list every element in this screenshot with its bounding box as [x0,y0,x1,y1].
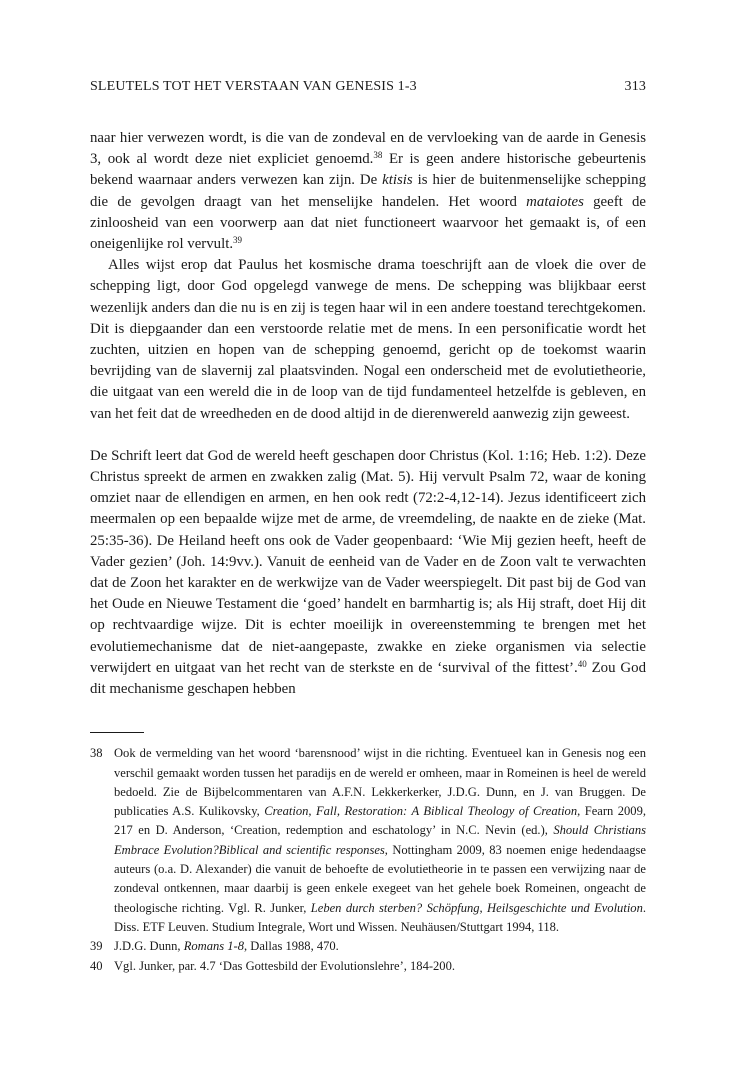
text-run: Vgl. Junker, par. 4.7 ‘Das Gottesbild der Evolutionslehre’, 184-200. [114,958,455,973]
italic-text: Leben durch sterben? Schöpfung, Heilsgeschichte und Evolution [310,900,643,915]
body-text [90,128,646,700]
text-run: Er is geen andere historische gebeurtenis bekend waarnaar anders verwezen kan zijn. De [90,151,647,189]
footnote [90,937,646,956]
footnote-number: 39 [90,939,103,954]
book-page [90,78,646,976]
footnote-number: 40 [90,958,103,973]
footnote-text [114,937,646,956]
running-head [90,78,646,96]
italic-text: Romans 1-8 [183,939,245,954]
footnote-ref: 38 [373,150,383,161]
text-run: . Diss. ETF Leuven. Studium Integrale, Wort und Wissen. Neuhäusen/Stuttgart 1994, 118. [114,900,646,934]
footnote-ref: 39 [233,235,243,246]
footnotes [90,744,646,976]
text-run: is hier de buitenmenselijke schepping die de gevolgen draagt van het menselijke handelen. Het woord [90,172,646,210]
italic-text: Creation, Fall, Restoration: A Biblical Theology of Creation [264,804,578,819]
italic-text: mataiotes [526,193,584,210]
text-run: Alles wijst erop dat Paulus het kosmische drama toeschrijft aan de vloek die over de schepping ligt, door God opgelegd vanwege de mens. De schepping was blijkbaar eerst wezenlijk anders dan die nu is en zij is tegen haar wil in een andere toestand terechtgekomen. Dit is diepgaander dan een verstoorde relatie met de mens. In een personificatie wordt het zuchten, uitzien en hopen van de schepping genoemd, gericht op de toekomst waarin bevrijding van de slavernij zal plaatsvinden. Nogal een onderscheid met de evolutietheorie, die uitgaat van een wereld die in de loop van de tijd fundamenteel hetzelfde is gebleven, en van het feit dat de wreedheden en de dood altijd in de dierenwereld aanwezig zijn geweest. [90,257,646,422]
footnote [90,957,646,976]
paragraph [90,128,646,255]
text-run: , Dallas 1988, 470. [244,939,339,954]
running-head-title: SLEUTELS TOT HET VERSTAAN VAN GENESIS 1-3 [90,79,417,94]
text-run: De Schrift leert dat God de wereld heeft geschapen door Christus (Kol. 1:16; Heb. 1:2). Deze Christus spreekt de armen en zwakken zalig (Mat. 5). Hij vervult Psalm 72, waar de koning omziet naar de ellendigen en armen, en hen ook redt (72:2-4,12-14). Jezus identificeert zich meermalen op een bepaalde wijze met de arme, de vreemdeling, de naakte en de zieke (Mat. 25:35-36). De Heiland heeft ons ook de Vader geopenbaard: ‘Wie Mij gezien heeft, heeft de Vader gezien’ (Joh. 14:9vv.). Vanuit de eenheid van de Vader en de Zoon valt te verwachten dat de Zoon het karakter en de werkwijze van de Vader weerspiegelt. Dit past bij de God van het Oude en Nieuwe Testament die ‘goed’ handelt en barmhartig is; als Hij straft, doet Hij dit op rechtvaardige wijze. Dit is echter moeilijk in overeenstemming te brengen met het evolutiemechanisme dat de niet-aangepaste, zwakke en zieke organismen via selectie verwijdert en uitgaat van het recht van de sterkste en de ‘survival of the fittest’. [90,447,646,676]
text-run: Ook de vermelding van het woord ‘barensnood’ wijst in die richting. Eventueel kan in Genesis nog een verschil gemaakt worden tussen het paradijs en de wereld er omheen, maar in Romeinen is heel de wereld bedoeld. Zie de Bijbelcommentaren van A.F.N. Lekkerkerker, J.D.G. Dunn, en J. van Bruggen. De publicaties A.S. Kulikovsky, [114,746,646,819]
paragraph [90,255,646,425]
footnote-text [114,744,646,937]
text-run: naar hier verwezen wordt, is die van de zondeval en de vervloeking van de aarde in Genesis 3, ook al wordt deze niet expliciet genoemd. [90,130,646,168]
footnote-number: 38 [90,746,103,761]
footnote-text [114,957,646,976]
paragraph [90,446,646,700]
italic-text: ktisis [382,172,413,189]
footnote-ref: 40 [577,658,587,669]
italic-text: Should Christians Embrace Evolution?Biblical and scientific responses [114,823,646,857]
text-run: J.D.G. Dunn, [114,939,184,954]
footnote-separator [90,732,144,733]
text-run: Zou God dit mechanisme geschapen hebben [90,659,646,698]
text-run: , Nottingham 2009, 83 noemen enige hedendaagse auteurs (o.a. D. Alexander) die vanuit de behoefte de evolutietheorie in te passen een verwijzing naar de zondeval ontkennen, maar daarbij is geen enkele exegeet van het gehele boek Romeinen, ongeacht de theologische richting. Vgl. R. Junker, [114,842,646,915]
text-run: , Fearn 2009, 217 en D. Anderson, ‘Creation, redemption and eschatology’ in N.C. Nevin (ed.), [114,804,646,838]
footnote [90,744,646,937]
page-number: 313 [624,79,646,94]
text-run: geeft de zinloosheid van een voorwerp aan dat niet functioneert waarvoor het gemaakt is, of een oneigenlijke rol vervult. [90,193,646,253]
